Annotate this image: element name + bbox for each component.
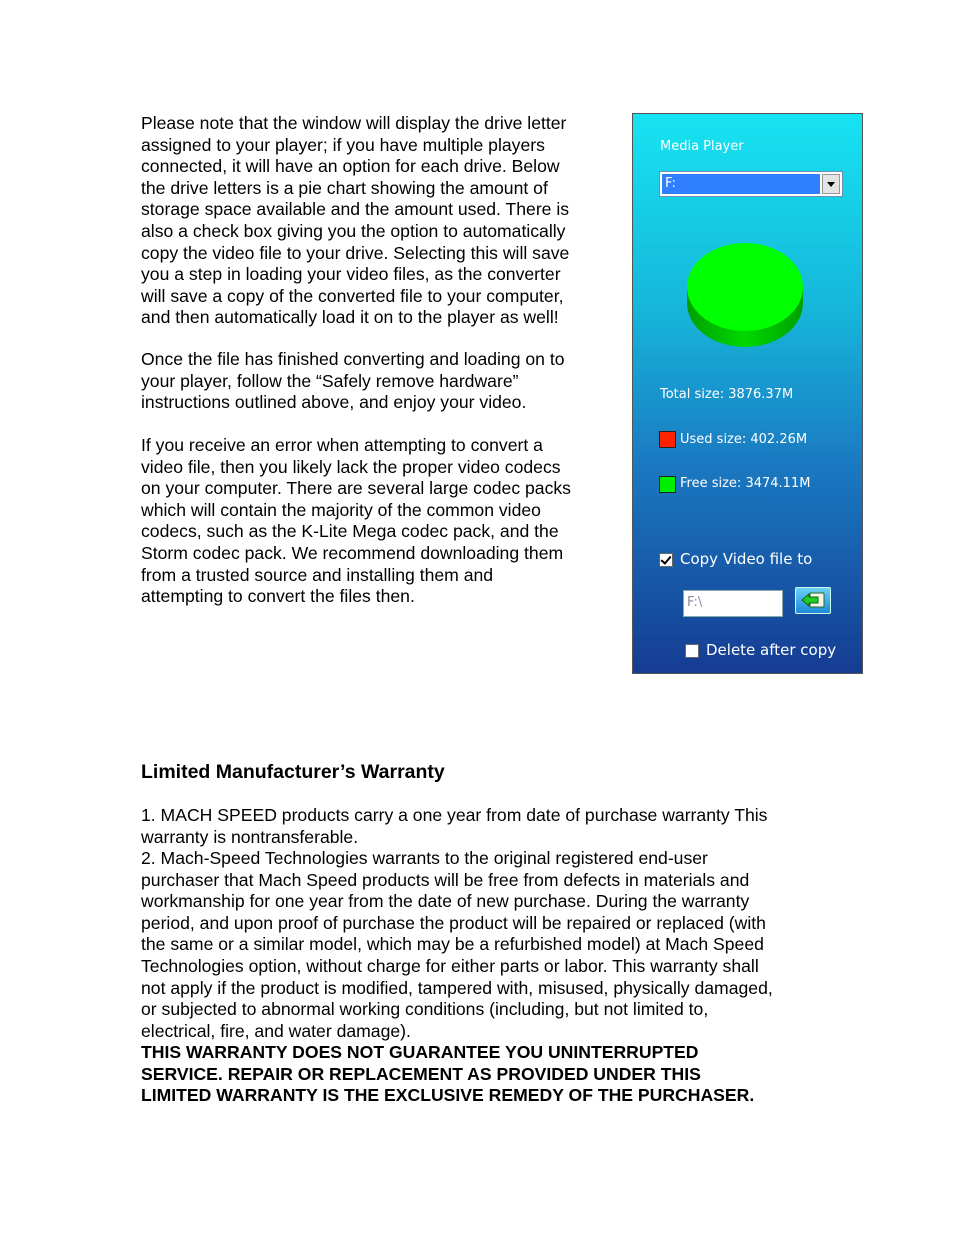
warranty-heading: Limited Manufacturer’s Warranty [141,761,445,783]
folder-arrow-icon [796,588,830,613]
delete-after-copy-checkbox[interactable] [685,644,699,658]
copy-video-label: Copy Video file to [680,550,813,568]
copy-video-checkbox[interactable] [659,553,673,567]
chevron-down-icon[interactable] [822,174,840,194]
intro-paragraph-safely-remove: Once the file has finished converting and loading on to your player, follow the “Safely remove hardware” instructions outlined above, and enjoy your video. [141,349,565,413]
warranty-paragraph-2: 2. Mach-Speed Technologies warrants to the original registered end-user purchaser that Mach Speed products will be free from defects in materials and workmanship for one year from the date of new purchase. During the warranty period, and upon proof of purchase the product will be repaired or replaced (with the same or a similar model, which may be a refurbished model) at Mach Speed Technologies option, without charge for either parts or labor. This warranty shall not apply if the product is modified, tampered with, misused, physically damaged, or subjected to abnormal working conditions (including, but not limited to, electrical, fire, and water damage). [141,848,773,1041]
used-color-swatch [659,431,676,448]
total-size-label: Total size: 3876.37M [660,387,794,402]
intro-paragraph-drive-info: Please note that the window will display the drive letter assigned to your player; if you have multiple players connected, it will have an option for each drive. Below the drive letters is a pie chart showing the amount of storage space available and the amount used. There is also a check box giving you the option to automatically copy the video file to your drive. Selecting this will save you a step in loading your video files, as the converter will save a copy of the converted file to your computer, and then automatically load it on to the player as well! [141,113,570,328]
delete-after-copy-label: Delete after copy [706,641,837,659]
browse-folder-button[interactable] [795,587,831,614]
drive-select[interactable] [659,171,843,197]
warranty-paragraph-1: 1. MACH SPEED products carry a one year from date of purchase warranty This warranty is nontransferable. [141,805,768,847]
destination-path-input[interactable]: F:\ [683,590,783,617]
media-player-window [632,113,863,674]
panel-title: Media Player [660,139,744,154]
intro-paragraph-codec-error: If you receive an error when attempting to convert a video file, then you likely lack the proper video codecs on your computer. There are several large codec packs which will contain the majority of the common video codecs, such as the K-Lite Mega codec pack, and the Storm codec pack. We recommend downloading them from a trusted source and installing them and attempting to convert the files then. [141,435,571,607]
free-size-label: Free size: 3474.11M [680,476,811,491]
free-color-swatch [659,476,676,493]
used-size-label: Used size: 402.26M [680,432,808,447]
storage-pie-chart [683,237,807,349]
drive-select-value: F: [662,174,820,194]
warranty-notice: THIS WARRANTY DOES NOT GUARANTEE YOU UNINTERRUPTED SERVICE. REPAIR OR REPLACEMENT AS PROVIDED UNDER THIS LIMITED WARRANTY IS THE EXCLUSIVE REMEDY OF THE PURCHASER. [141,1042,755,1106]
